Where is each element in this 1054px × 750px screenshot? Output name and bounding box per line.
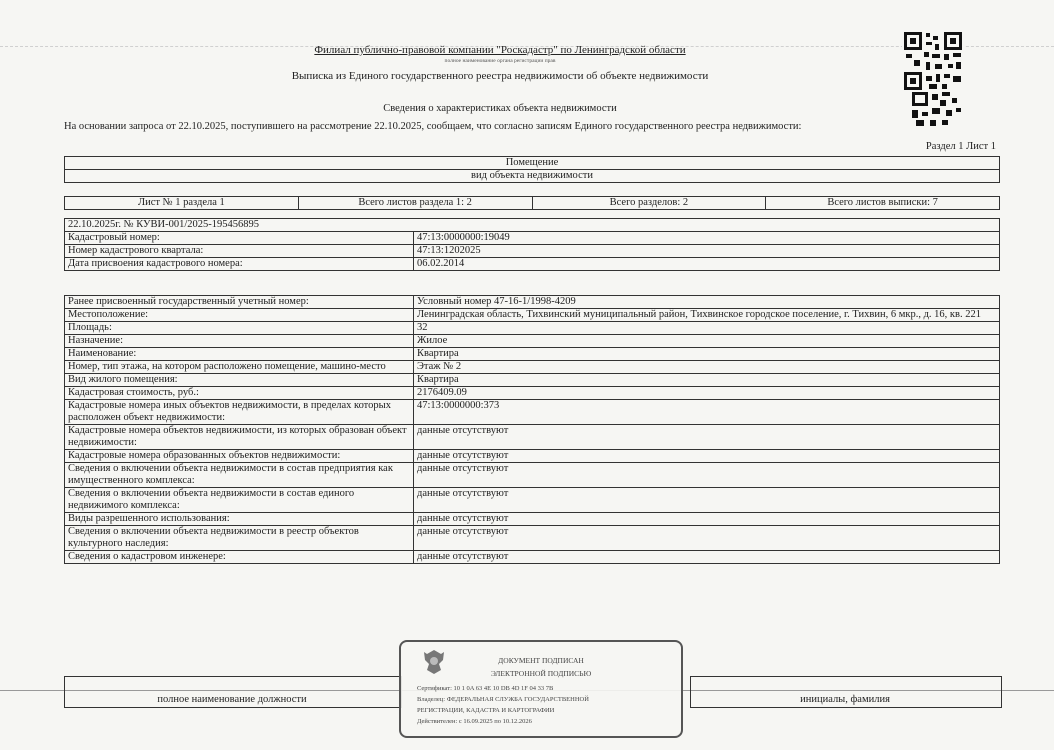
row-value: 47:13:0000000:19049 xyxy=(414,232,1000,245)
table-row xyxy=(65,232,1000,245)
row-label: Виды разрешенного использования: xyxy=(65,513,414,526)
row-label: Наименование: xyxy=(65,348,414,361)
table-row xyxy=(65,526,1000,551)
org-name: Филиал публично-правовой компании "Роскадастр" по Ленинградской области xyxy=(314,44,686,56)
org-caption: полное наименование органа регистрации прав xyxy=(444,58,556,64)
table-row xyxy=(65,513,1000,526)
row-value: 47:13:1202025 xyxy=(414,245,1000,258)
row-label: Вид жилого помещения: xyxy=(65,374,414,387)
table-row xyxy=(65,309,1000,322)
electronic-signature-stamp xyxy=(399,640,683,738)
position-caption: полное наименование должности xyxy=(157,694,307,705)
section-sheet-reference: Раздел 1 Лист 1 xyxy=(925,141,996,152)
stamp-owner: Владелец: ФЕДЕРАЛЬНАЯ СЛУЖБА ГОСУДАРСТВЕННОЙ xyxy=(417,696,589,703)
row-value: данные отсутствуют xyxy=(414,425,1000,450)
stamp-owner-2: РЕГИСТРАЦИИ, КАДАСТРА И КАРТОГРАФИИ xyxy=(417,707,555,714)
row-label: Сведения о включении объекта недвижимости в состав предприятия как имущественного комплекса: xyxy=(65,463,414,488)
table-row xyxy=(65,245,1000,258)
stamp-certificate: Сертификат: 10 1 0A 63 4E 10 DB 4D 1F 04 33 7B xyxy=(417,685,554,692)
row-value: данные отсутствуют xyxy=(414,463,1000,488)
request-number: 22.10.2025г. № КУВИ-001/2025-195456895 xyxy=(65,219,1000,232)
row-label: Сведения о включении объекта недвижимости в состав единого недвижимого комплекса: xyxy=(65,488,414,513)
object-type-table xyxy=(64,156,1000,183)
table-row xyxy=(65,335,1000,348)
object-type: Помещение xyxy=(65,157,1000,170)
row-value: данные отсутствуют xyxy=(414,513,1000,526)
stamp-line-2: ЭЛЕКТРОННОЙ ПОДПИСЬЮ xyxy=(490,669,592,678)
table-row xyxy=(65,387,1000,400)
table-row xyxy=(65,463,1000,488)
table-row xyxy=(65,450,1000,463)
cadastral-main-table xyxy=(64,218,1000,271)
row-label: Номер кадастрового квартала: xyxy=(65,245,414,258)
row-value: 06.02.2014 xyxy=(414,258,1000,271)
row-label: Сведения о кадастровом инженере: xyxy=(65,551,414,564)
stamp-line-1: ДОКУМЕНТ ПОДПИСАН xyxy=(498,656,584,665)
row-value: 2176409.09 xyxy=(414,387,1000,400)
table-row xyxy=(65,488,1000,513)
total-sheets-count: Всего листов выписки: 7 xyxy=(766,197,1000,210)
sheet-info-table xyxy=(64,196,1000,210)
row-label: Площадь: xyxy=(65,322,414,335)
stamp-validity: Действителен: с 16.09.2025 по 10.12.2026 xyxy=(417,718,532,725)
row-label: Номер, тип этажа, на котором расположено помещение, машино-место xyxy=(65,361,414,374)
row-label: Кадастровая стоимость, руб.: xyxy=(65,387,414,400)
table-row xyxy=(65,258,1000,271)
object-details-table xyxy=(64,295,1000,564)
row-value: данные отсутствуют xyxy=(414,526,1000,551)
qr-code-icon xyxy=(902,30,964,92)
row-value: Ленинградская область, Тихвинский муниципальный район, Тихвинское городское поселение, г. Тихвин, 6 мкр., д. 16, кв. 221 xyxy=(414,309,1000,322)
table-row xyxy=(65,296,1000,309)
table-row xyxy=(65,374,1000,387)
row-label: Кадастровые номера иных объектов недвижимости, в пределах которых расположен объект недвижимости: xyxy=(65,400,414,425)
sheet-number: Лист № 1 раздела 1 xyxy=(65,197,299,210)
table-row xyxy=(65,322,1000,335)
row-label: Ранее присвоенный государственный учетный номер: xyxy=(65,296,414,309)
row-value: данные отсутствуют xyxy=(414,488,1000,513)
row-value: данные отсутствуют xyxy=(414,551,1000,564)
table-row xyxy=(65,425,1000,450)
row-value: Квартира xyxy=(414,348,1000,361)
row-label: Назначение: xyxy=(65,335,414,348)
row-label: Дата присвоения кадастрового номера: xyxy=(65,258,414,271)
row-value: 32 xyxy=(414,322,1000,335)
row-value: Квартира xyxy=(414,374,1000,387)
request-basis-text: На основании запроса от 22.10.2025, поступившего на рассмотрение 22.10.2025, сообщаем, что согласно записям Единого государственного реестра недвижимости: xyxy=(64,121,802,132)
row-value: данные отсутствуют xyxy=(414,450,1000,463)
table-row xyxy=(65,348,1000,361)
row-label: Сведения о включении объекта недвижимости в реестр объектов культурного наследия: xyxy=(65,526,414,551)
row-label: Местоположение: xyxy=(65,309,414,322)
document-title: Выписка из Единого государственного реестра недвижимости об объекте недвижимости xyxy=(291,70,709,82)
sections-count: Всего разделов: 2 xyxy=(532,197,766,210)
row-value: Этаж № 2 xyxy=(414,361,1000,374)
row-label: Кадастровые номера образованных объектов недвижимости: xyxy=(65,450,414,463)
name-caption: инициалы, фамилия xyxy=(800,694,890,705)
object-type-caption: вид объекта недвижимости xyxy=(65,170,1000,183)
table-row xyxy=(65,551,1000,564)
table-row xyxy=(65,361,1000,374)
qr-code-icon xyxy=(912,92,994,128)
row-value: Условный номер 47-16-1/1998-4209 xyxy=(414,296,1000,309)
row-value: Жилое xyxy=(414,335,1000,348)
row-label: Кадастровые номера объектов недвижимости, из которых образован объект недвижимости: xyxy=(65,425,414,450)
row-label: Кадастровый номер: xyxy=(65,232,414,245)
row-value: 47:13:0000000:373 xyxy=(414,400,1000,425)
section-sheets-count: Всего листов раздела 1: 2 xyxy=(298,197,532,210)
document-subtitle: Сведения о характеристиках объекта недвижимости xyxy=(383,103,617,114)
table-row xyxy=(65,400,1000,425)
